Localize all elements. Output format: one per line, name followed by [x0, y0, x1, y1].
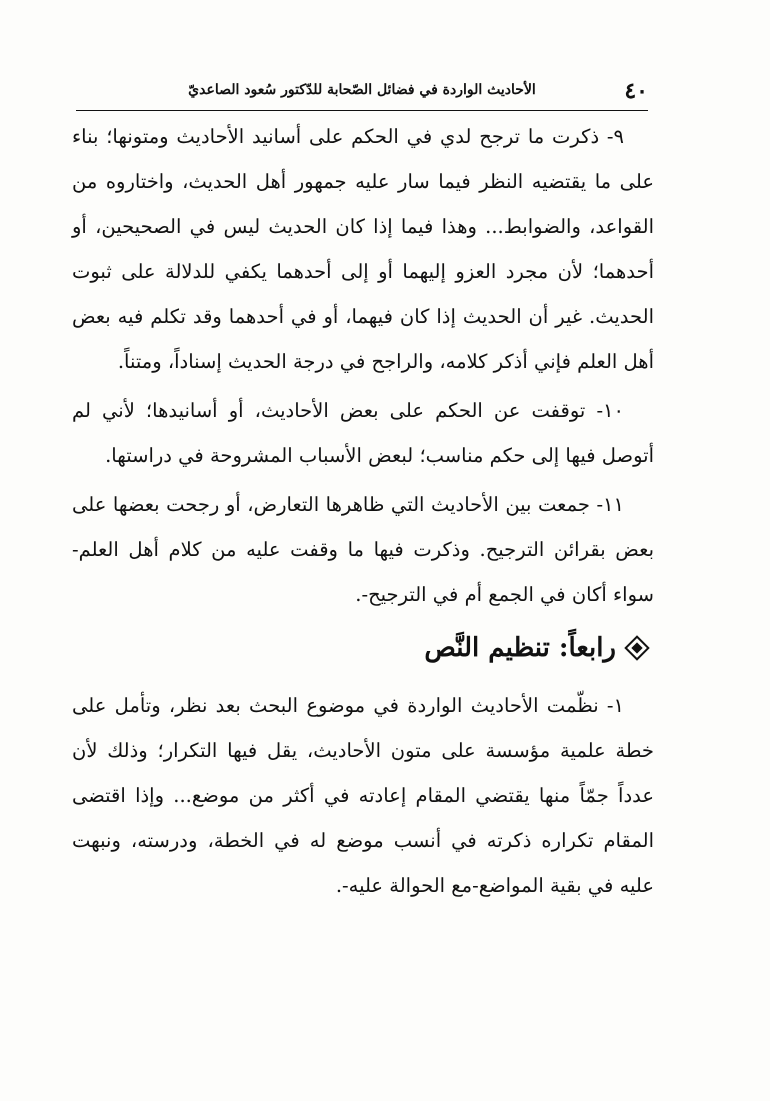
- paragraph-item-11: ١١- جمعت بين الأحاديث التي ظاهرها التعارض، أو رجحت بعضها على بعض بقرائن الترجيح. وذكرت فيها ما وقفت عليه من كلام أهل العلم-سواء أكان في الجمع أم في الترجيح-.: [72, 493, 654, 606]
- section-paragraph-1: ١- نظّمت الأحاديث الواردة في موضوع البحث بعد نظر، وتأمل على خطة علمية مؤسسة على متون الأحاديث، يقل فيها التكرار؛ وذلك لأن عدداً جمّاً منها يقتضي المقام إعادته في أكثر من موضع... وإذا اقتضى المقام تكراره ذكرته في أنسب موضع له في الخطة، ودرسته، ونبهت عليه في بقية المواضع-مع الحوالة عليه-.: [72, 694, 654, 897]
- section-heading-text: رابعاً: تنظيم النَّص: [424, 633, 616, 663]
- paragraph-item-9: ٩- ذكرت ما ترجح لدي في الحكم على أسانيد الأحاديث ومتونها؛ بناء على ما يقتضيه النظر فيما سار عليه جمهور أهل الحديث، واختاروه من القواعد، والضوابط... وهذا فيما إذا كان الحديث ليس في الصحيحين، أو أحدهما؛ لأن مجرد العزو إليهما أو إلى أحدهما يكفي للدلالة على ثبوت الحديث. غير أن الحديث إذا كان فيهما، أو في أحدهما وقد تكلم فيه بعض أهل العلم فإني أذكر كلامه، والراجح في درجة الحديث إسناداً، ومتناً.: [72, 125, 654, 373]
- paragraph-item-10: ١٠- توقفت عن الحكم على بعض الأحاديث، أو أسانيدها؛ لأني لم أتوصل فيها إلى حكم مناسب؛ لبعض الأسباب المشروحة في دراستها.: [72, 399, 654, 467]
- page-number: ٤٠: [624, 78, 648, 104]
- section-heading: [72, 625, 654, 671]
- page-header: [76, 78, 648, 108]
- page-body: [72, 114, 654, 912]
- running-title: الأحاديث الواردة في فضائل الصّحابة للدّكتور سُعود الصاعديّ: [188, 82, 536, 98]
- diamond-bullet-icon: [624, 635, 649, 660]
- header-rule: [76, 110, 648, 111]
